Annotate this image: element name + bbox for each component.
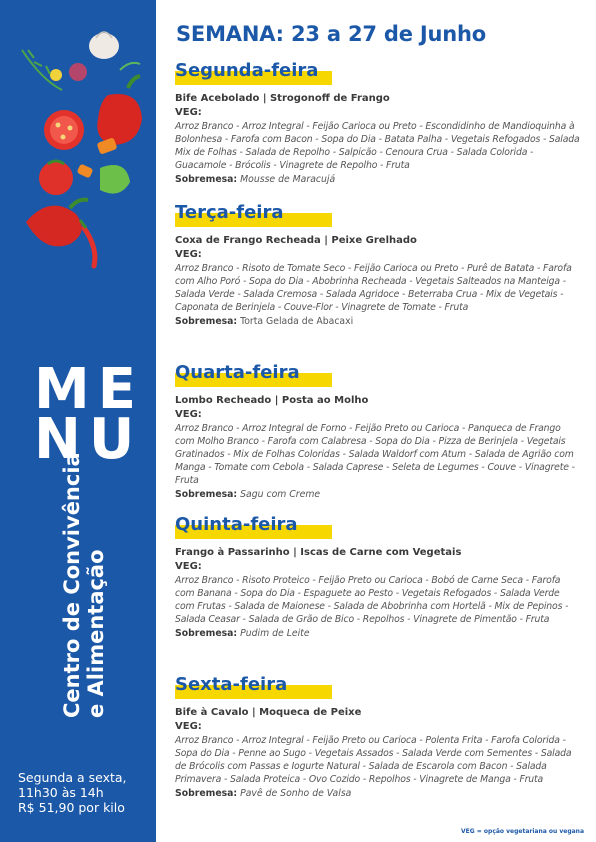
day-header (175, 60, 580, 88)
dessert-label: Sobremesa: (175, 628, 238, 639)
day-monday (175, 60, 580, 187)
dessert (175, 173, 580, 187)
dessert-label: Sobremesa: (175, 788, 238, 799)
dessert-value: Mousse de Maracujá (240, 174, 336, 185)
dessert (175, 315, 580, 329)
veg-label: VEG: (175, 561, 202, 572)
menu-wordmark-line2: NU (34, 407, 143, 472)
veg-footnote: VEG = opção vegetariana ou vegana (461, 828, 584, 835)
menu-wordmark (34, 357, 144, 472)
venue-title-line1: Centro de Convivência (60, 452, 84, 718)
day-thursday (175, 514, 580, 641)
opening-hours (18, 770, 127, 815)
dessert-value: Pudim de Leite (240, 628, 310, 639)
main-dishes: Coxa de Frango Recheada | Peixe Grelhado (175, 235, 417, 246)
side-dishes: Arroz Branco - Arroz Integral - Feijão Preto ou Carioca - Polenta Frita - Farofa Colorida - Sopa do Dia - Penne ao Sugo - Vegetais Assados - Salada Verde com Sementes - Salada de Brócolis com Passas e Iogurte Natural - Salada de Escarola com Bacon - Salada Primavera - Salada Proteica - Ovo Cozido - Repolhos - Vinagrete de Manga - Fruta (175, 735, 572, 785)
day-name: Quarta-feira (175, 362, 300, 383)
side-dishes: Arroz Branco - Risoto Proteico - Feijão Preto ou Carioca - Bobó de Carne Seca - Farofa com Banana - Sopa do Dia - Espaguete ao Pesto - Vegetais Refogados - Salada Verde com Frutas - Salada de Maionese - Salada de Abobrinha com Hortelã - Mix de Pepinos - Salada Ceasar - Salada de Grão de Bico - Repolhos - Vinagrete de Pimentão - Fruta (175, 575, 569, 625)
day-header (175, 362, 580, 390)
day-name: Terça-feira (175, 202, 284, 223)
day-name: Segunda-feira (175, 60, 319, 81)
day-name: Quinta-feira (175, 514, 298, 535)
side-dishes: Arroz Branco - Risoto de Tomate Seco - Feijão Carioca ou Preto - Purê de Batata - Farofa com Alho Poró - Sopa do Dia - Abobrinha Recheada - Vegetais Salteados na Manteiga - Salada Verde - Salada Cremosa - Salada Agridoce - Beterraba Crua - Mix de Vegetais - Caponata de Berinjela - Couve-Flor - Vinagrete de Tomate - Fruta (175, 263, 572, 313)
opening-hours-time: 11h30 às 14h (18, 785, 104, 800)
week-title: SEMANA: 23 a 27 de Junho (176, 22, 486, 46)
veg-label: VEG: (175, 721, 202, 732)
main-dishes: Bife à Cavalo | Moqueca de Peixe (175, 707, 362, 718)
veg-label: VEG: (175, 409, 202, 420)
menu-wordmark-line1: ME (34, 357, 144, 422)
day-header (175, 514, 580, 542)
dessert (175, 627, 580, 641)
main-dishes: Frango à Passarinho | Iscas de Carne com Vegetais (175, 547, 462, 558)
sidebar (0, 0, 156, 842)
dessert-label: Sobremesa: (175, 489, 238, 500)
veg-label: VEG: (175, 107, 202, 118)
opening-hours-days: Segunda a sexta, (18, 770, 127, 785)
day-wednesday (175, 362, 580, 502)
side-dishes: Arroz Branco - Arroz Integral de Forno - Feijão Preto ou Carioca - Panqueca de Frango com Molho Branco - Farofa com Calabresa - Sopa do Dia - Pizza de Berinjela - Vegetais Gratinados - Mix de Folhas Coloridas - Salada Waldorf com Atum - Salada de Agrião com Manga - Tomate com Cebola - Salada Caprese - Seleta de Legumes - Couve - Vinagrete - Fruta (175, 423, 575, 486)
main-dishes: Bife Acebolado | Strogonoff de Frango (175, 93, 390, 104)
dessert-label: Sobremesa: (175, 316, 238, 327)
dessert (175, 787, 580, 801)
venue-title (60, 452, 108, 718)
vegetables-illustration (0, 0, 156, 270)
dessert-label: Sobremesa: (175, 174, 238, 185)
side-dishes: Arroz Branco - Arroz Integral - Feijão Carioca ou Preto - Escondidinho de Mandioquinha à Bolonhesa - Farofa com Bacon - Sopa do Dia - Batata Palha - Vegetais Refogados - Salada Mix de Folhas - Salada de Repolho - Salpicão - Cenoura Crua - Salada Colorida - Guacamole - Brócolis - Vinagrete de Repolho - Fruta (175, 121, 580, 171)
dessert-value: Pavê de Sonho de Valsa (240, 788, 352, 799)
veg-label: VEG: (175, 249, 202, 260)
price-per-kilo: R$ 51,90 por kilo (18, 800, 125, 815)
venue-title-line2: e Alimentação (84, 549, 108, 718)
day-header (175, 674, 580, 702)
day-header (175, 202, 580, 230)
dessert (175, 488, 580, 502)
dessert-value: Sagu com Creme (240, 489, 321, 500)
day-name: Sexta-feira (175, 674, 288, 695)
main-dishes: Lombo Recheado | Posta ao Molho (175, 395, 369, 406)
day-friday (175, 674, 580, 801)
dessert-value: Torta Gelada de Abacaxi (240, 316, 354, 327)
day-tuesday (175, 202, 580, 329)
